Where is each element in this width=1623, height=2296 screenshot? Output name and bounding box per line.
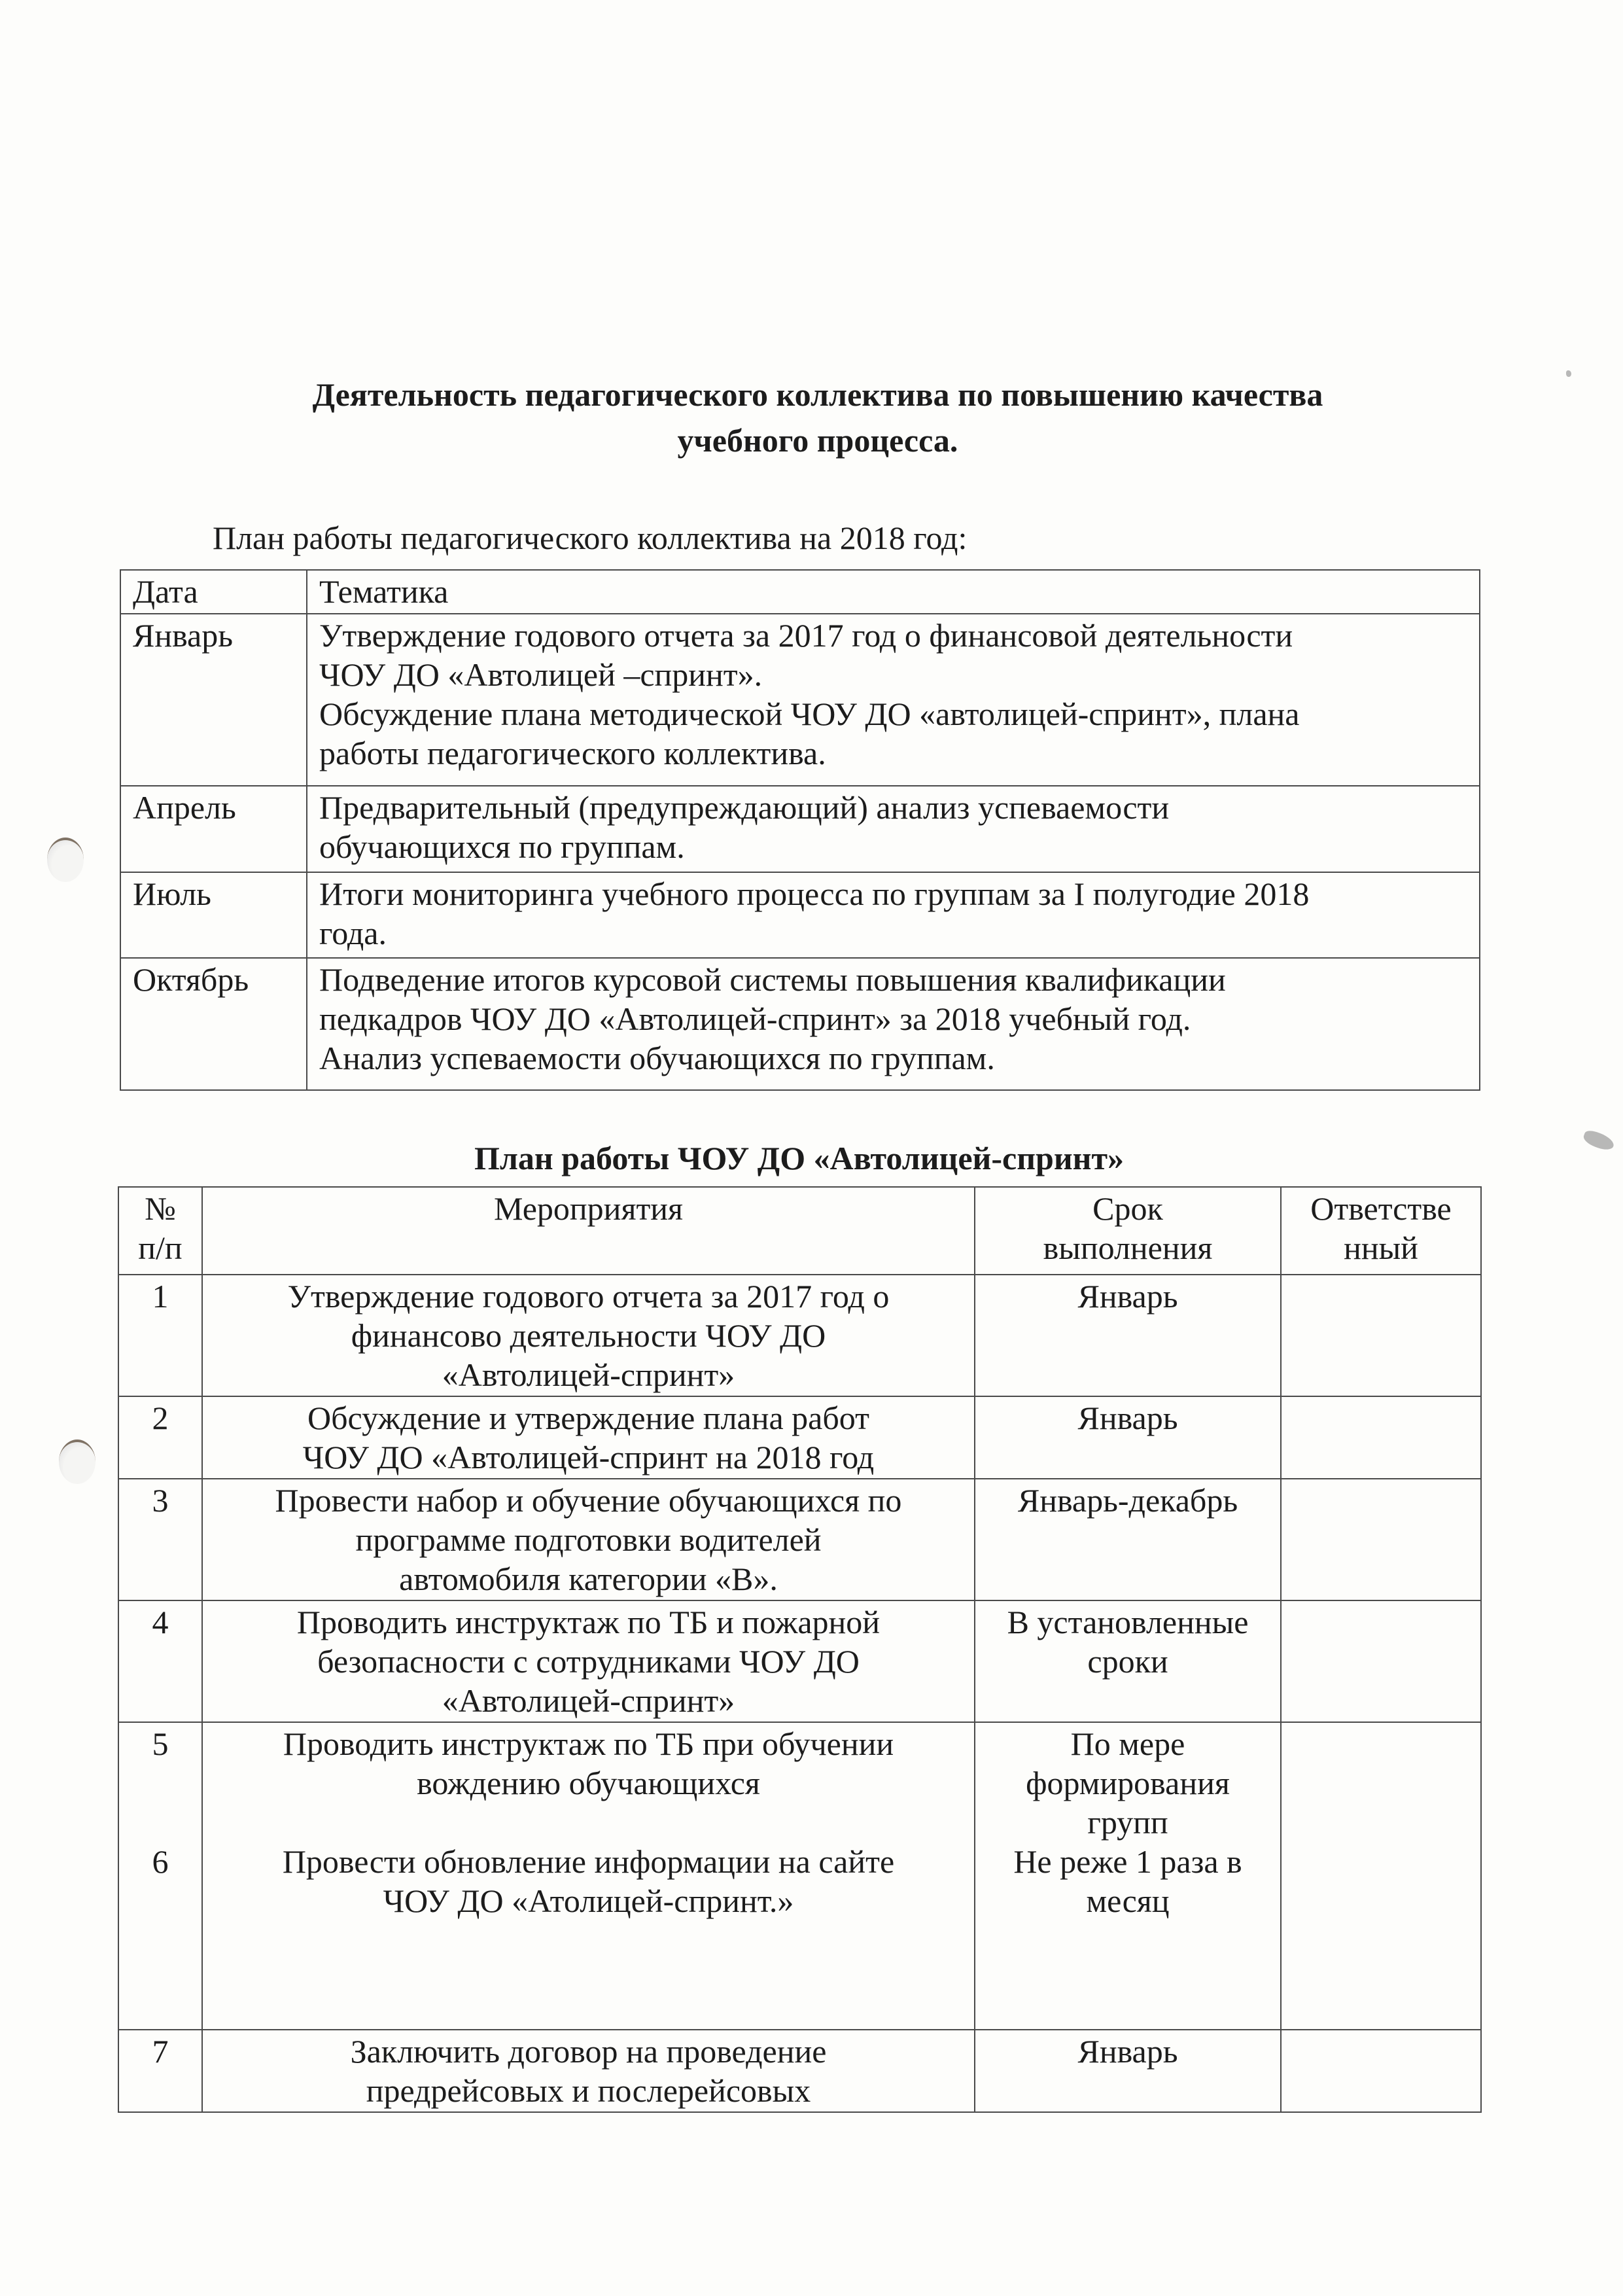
- plan2-title: План работы ЧОУ ДО «Автолицей-спринт»: [474, 1140, 1125, 1176]
- row-deadline: [975, 2030, 1281, 2112]
- deadline-line: Январь: [1077, 2033, 1178, 2070]
- header-number: [118, 1187, 202, 1275]
- row-topic: [307, 872, 1480, 958]
- header-date: Дата: [120, 570, 307, 614]
- event-line: Проводить инструктаж по ТБ и пожарной: [296, 1604, 881, 1640]
- title-line-2: учебного процесса.: [677, 422, 958, 459]
- spacer: [207, 1803, 970, 1842]
- teaching-staff-plan-table: [120, 569, 1480, 1091]
- table-row: [120, 614, 1480, 786]
- row-number-6: 6: [152, 1843, 169, 1880]
- deadline-line: В установленные: [1007, 1604, 1249, 1640]
- table-row: [118, 1275, 1481, 1396]
- row-number: [118, 1722, 202, 2030]
- topic-line: педкадров ЧОУ ДО «Автолицей-спринт» за 2018 учебный год.: [319, 1000, 1191, 1037]
- topic-line: года.: [319, 915, 387, 951]
- row-number: 1: [118, 1275, 202, 1396]
- deadline-line: Январь: [1077, 1278, 1178, 1315]
- table-row-merged-5-6: [118, 1722, 1481, 2030]
- header-topic: Тематика: [307, 570, 1480, 614]
- row-responsible: [1281, 1396, 1481, 1479]
- header-event: [202, 1187, 975, 1275]
- topic-line: Обсуждение плана методической ЧОУ ДО «автолицей-спринт», плана: [319, 696, 1300, 732]
- topic-line: Итоги мониторинга учебного процесса по группам за I полугодие 2018: [319, 875, 1310, 912]
- header-line: нный: [1344, 1229, 1418, 1266]
- row-number-5: 5: [152, 1725, 169, 1762]
- table-row: [118, 1396, 1481, 1479]
- row-date: Октябрь: [120, 958, 307, 1090]
- row-deadline: [975, 1275, 1281, 1396]
- topic-line: обучающихся по группам.: [319, 828, 685, 865]
- table-row: [120, 786, 1480, 872]
- header-deadline: [975, 1187, 1281, 1275]
- event-line: Утверждение годового отчета за 2017 год о: [287, 1278, 890, 1315]
- table-header-row: [118, 1187, 1481, 1275]
- deadline-line: Январь-декабрь: [1017, 1482, 1238, 1519]
- row-event: [202, 1722, 975, 2030]
- topic-line: Анализ успеваемости обучающихся по группам.: [319, 1040, 995, 1076]
- table-row: [118, 1479, 1481, 1600]
- row-event: [202, 1275, 975, 1396]
- table-row: [118, 1600, 1481, 1722]
- row-deadline: [975, 1722, 1281, 2030]
- header-line: Срок: [1092, 1190, 1163, 1227]
- scan-speck: [1566, 370, 1571, 377]
- row-topic: [307, 958, 1480, 1090]
- row-responsible: [1281, 1722, 1481, 2030]
- scan-speck: [1582, 1128, 1616, 1152]
- header-line: Мероприятия: [493, 1190, 684, 1227]
- topic-line: Утверждение годового отчета за 2017 год о финансовой деятельности: [319, 617, 1293, 654]
- row-topic: [307, 786, 1480, 872]
- punch-hole-mark: [59, 1439, 96, 1484]
- deadline-line: месяц: [1086, 1882, 1170, 1919]
- row-number: 2: [118, 1396, 202, 1479]
- row-number: 7: [118, 2030, 202, 2112]
- row-event: [202, 1479, 975, 1600]
- event-line: Провести обновление информации на сайте: [282, 1843, 895, 1880]
- punch-hole-mark: [47, 838, 84, 882]
- event-line: Обсуждение и утверждение плана работ: [307, 1400, 869, 1436]
- row-topic: [307, 614, 1480, 786]
- header-line: №: [145, 1190, 176, 1227]
- event-line: предрейсовых и послерейсовых: [366, 2072, 811, 2109]
- event-line: безопасности с сотрудниками ЧОУ ДО: [317, 1643, 860, 1680]
- event-line: ЧОУ ДО «Атолицей-спринт.»: [383, 1882, 794, 1919]
- spacer: [123, 1803, 198, 1842]
- row-responsible: [1281, 1600, 1481, 1722]
- deadline-line: Не реже 1 раза в: [1013, 1843, 1242, 1880]
- title-line-1: Деятельность педагогического коллектива по повышению качества: [312, 376, 1323, 413]
- event-line: «Автолицей-спринт»: [442, 1356, 735, 1393]
- header-responsible: [1281, 1187, 1481, 1275]
- row-responsible: [1281, 1479, 1481, 1600]
- row-event: [202, 1600, 975, 1722]
- event-line: финансово деятельности ЧОУ ДО: [351, 1317, 826, 1354]
- event-line: программе подготовки водителей: [355, 1521, 822, 1558]
- topic-line: ЧОУ ДО «Автолицей –спринт».: [319, 656, 763, 693]
- topic-line: работы педагогического коллектива.: [319, 735, 826, 771]
- event-line: Провести набор и обучение обучающихся по: [275, 1482, 902, 1519]
- spacer: [123, 1763, 198, 1803]
- deadline-line: групп: [1087, 1804, 1168, 1841]
- document-title: [196, 372, 1439, 463]
- header-line: п/п: [138, 1229, 183, 1266]
- table-row: [120, 872, 1480, 958]
- event-line: Заключить договор на проведение: [350, 2033, 827, 2070]
- table-header-row: [120, 570, 1480, 614]
- header-line: выполнения: [1043, 1229, 1213, 1266]
- row-event: [202, 2030, 975, 2112]
- row-date: Апрель: [120, 786, 307, 872]
- row-date: Июль: [120, 872, 307, 958]
- topic-line: Подведение итогов курсовой системы повышения квалификации: [319, 961, 1226, 998]
- row-number: 3: [118, 1479, 202, 1600]
- row-deadline: [975, 1396, 1281, 1479]
- plan1-intro: План работы педагогического коллектива на 2018 год:: [213, 520, 968, 556]
- school-work-plan-table: [118, 1186, 1482, 2113]
- row-deadline: [975, 1600, 1281, 1722]
- row-responsible: [1281, 1275, 1481, 1396]
- deadline-line: формирования: [1026, 1765, 1230, 1801]
- row-deadline: [975, 1479, 1281, 1600]
- row-event: [202, 1396, 975, 1479]
- event-line: автомобиля категории «В».: [399, 1561, 778, 1597]
- table-row: [120, 958, 1480, 1090]
- event-line: «Автолицей-спринт»: [442, 1682, 735, 1719]
- row-date: Январь: [120, 614, 307, 786]
- table-row: [118, 2030, 1481, 2112]
- event-line: вождению обучающихся: [417, 1765, 760, 1801]
- event-line: ЧОУ ДО «Автолицей-спринт на 2018 год: [302, 1439, 875, 1475]
- row-responsible: [1281, 2030, 1481, 2112]
- deadline-line: Январь: [1077, 1400, 1178, 1436]
- header-line: Ответстве: [1310, 1190, 1452, 1227]
- topic-line: Предварительный (предупреждающий) анализ успеваемости: [319, 789, 1170, 826]
- row-number: 4: [118, 1600, 202, 1722]
- deadline-line: По мере: [1070, 1725, 1185, 1762]
- event-line: Проводить инструктаж по ТБ при обучении: [283, 1725, 894, 1762]
- deadline-line: сроки: [1087, 1643, 1168, 1680]
